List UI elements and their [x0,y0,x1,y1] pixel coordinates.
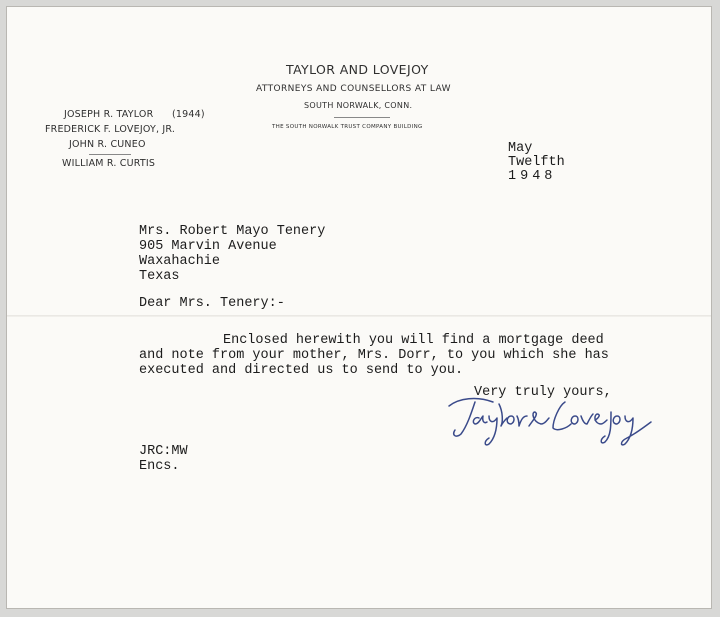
firm-building: THE SOUTH NORWALK TRUST COMPANY BUILDING [272,124,423,130]
date-day: Twelfth [508,155,565,170]
salutation: Dear Mrs. Tenery:- [139,296,285,311]
partners-divider [89,154,131,155]
handwritten-signature [445,392,660,452]
body-line: and note from your mother, Mrs. Dorr, to you which she has [139,348,609,363]
body-line: Enclosed herewith you will find a mortgage deed [223,333,604,348]
firm-city: SOUTH NORWALK, CONN. [304,101,413,110]
paper-fold-line [7,315,711,317]
firm-title: ATTORNEYS AND COUNSELLORS AT LAW [256,84,451,94]
firm-name: TAYLOR AND LOVEJOY [286,62,429,77]
partner-name: FREDERICK F. LOVEJOY, JR. [45,124,176,135]
partner-name: WILLIAM R. CURTIS [62,158,156,169]
recipient-state: Texas [139,269,180,284]
letter-sheet [6,6,712,609]
date-month: May [508,141,533,156]
partner-name: JOSEPH R. TAYLOR [64,109,154,120]
recipient-street: 905 Marvin Avenue [139,239,277,254]
body-line: executed and directed us to send to you. [139,363,464,378]
partner-name: JOHN R. CUNEO [69,139,146,150]
date-year: 1948 [508,169,557,184]
recipient-city: Waxahachie [139,254,221,269]
letterhead-divider [334,117,390,118]
closing: Very truly yours, [474,385,612,400]
reference-initials: JRC:MW [139,444,188,459]
enclosures-note: Encs. [139,459,180,474]
partner-year: (1944) [172,109,205,120]
recipient-name: Mrs. Robert Mayo Tenery [139,224,326,239]
